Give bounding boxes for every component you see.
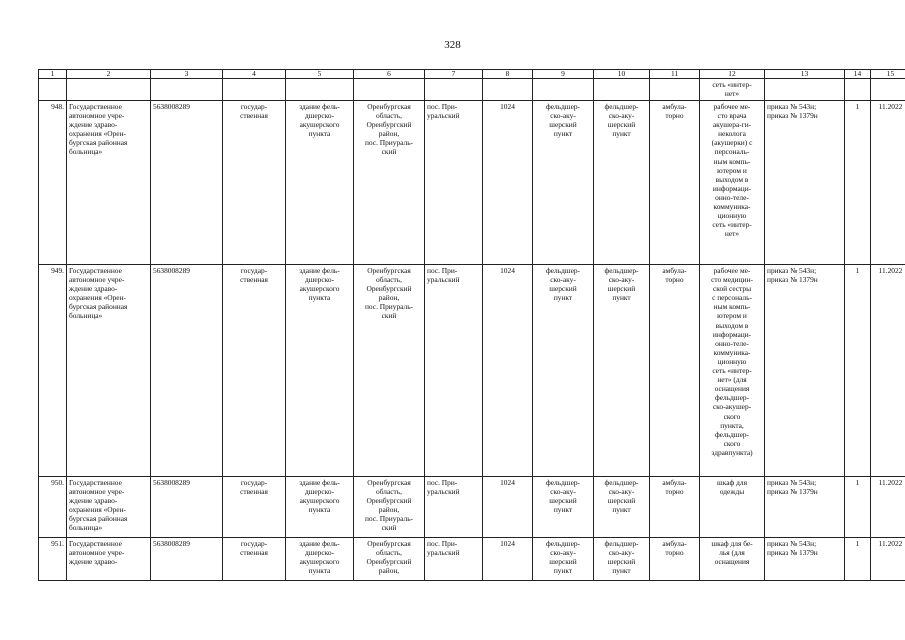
equipment-cell: рабочее ме- сто врача акушера-ги- неколога (акушерки) с персональ- ным компь- ютером и выходом в информаци- онно-теле- коммуника- ционную сеть «интер- нет» [700, 101, 765, 265]
table-row [39, 538, 905, 581]
table-row [39, 265, 905, 477]
care-type-cell: амбула- торно [650, 265, 700, 477]
table-row [39, 101, 905, 265]
quantity-cell: 1 [845, 265, 871, 477]
order-cell: приказ № 543н; приказ № 1379н [765, 538, 845, 581]
inn-cell: 5638008289 [151, 538, 223, 581]
equipment-cell: шкаф для одежды [700, 477, 765, 538]
settlement-cell: пос. При- уральский [425, 265, 483, 477]
unit-cell: фельдшер- ско-аку- шерский пункт [594, 538, 650, 581]
address-cell: Оренбургская область, Оренбургский район, пос. Приураль- ский [354, 477, 425, 538]
order-cell: приказ № 543н; приказ № 1379н [765, 265, 845, 477]
column-number: 13 [765, 70, 845, 79]
address-cell: Оренбургская область, Оренбургский район, пос. Приураль- ский [354, 265, 425, 477]
building-cell: здание фель- дшерско- акушерского пункта [286, 101, 354, 265]
building-cell: здание фель- дшерско- акушерского пункта [286, 477, 354, 538]
code-cell: 1024 [483, 101, 533, 265]
column-number: 5 [286, 70, 354, 79]
ownership-cell: государ- ственная [223, 101, 286, 265]
unit-cell: фельдшер- ско-аку- шерский пункт [533, 101, 594, 265]
building-cell: здание фель- дшерско- акушерского пункта [286, 538, 354, 581]
organization-cell: Государственное автономное учре- ждение здраво- охранения «Орен- бургская районная больница» [67, 265, 151, 477]
inn-cell: 5638008289 [151, 477, 223, 538]
unit-cell: фельдшер- ско-аку- шерский пункт [594, 477, 650, 538]
row-number-cell: 950. [39, 477, 67, 538]
quantity-cell: 1 [845, 538, 871, 581]
code-cell: 1024 [483, 538, 533, 581]
settlement-cell: пос. При- уральский [425, 101, 483, 265]
column-number: 2 [67, 70, 151, 79]
column-number: 1 [39, 70, 67, 79]
settlement-cell: пос. При- уральский [425, 477, 483, 538]
date-cell: 11.2022 [871, 101, 905, 265]
column-number: 10 [594, 70, 650, 79]
column-number-row [39, 70, 905, 79]
ownership-cell: государ- ственная [223, 538, 286, 581]
date-cell: 11.2022 [871, 265, 905, 477]
code-cell: 1024 [483, 265, 533, 477]
equipment-cell: рабочее ме- сто медицин- ской сестры с персональ- ным компь- ютером и выходом в информаци- онно-теле- коммуника- ционную сеть «интер- нет» (для оснащения фельдшер- ско-акушер- ского пункта, фельдшер- ского здравпункта) [700, 265, 765, 477]
care-type-cell: амбула- торно [650, 538, 700, 581]
table-row [39, 477, 905, 538]
equipment-cell: шкаф для бе- лья (для оснащения [700, 538, 765, 581]
settlement-cell: пос. При- уральский [425, 538, 483, 581]
column-number: 6 [354, 70, 425, 79]
column-number: 9 [533, 70, 594, 79]
row-number-cell: 948. [39, 101, 67, 265]
quantity-cell: 1 [845, 101, 871, 265]
organization-cell: Государственное автономное учре- ждение здраво- охранения «Орен- бургская районная больница» [67, 101, 151, 265]
unit-cell: фельдшер- ско-аку- шерский пункт [594, 101, 650, 265]
equipment-registry-table [38, 69, 905, 581]
column-number: 14 [845, 70, 871, 79]
order-cell: приказ № 543н; приказ № 1379н [765, 101, 845, 265]
care-type-cell: амбула- торно [650, 477, 700, 538]
date-cell: 11.2022 [871, 477, 905, 538]
column-number: 4 [223, 70, 286, 79]
row-number-cell: 951. [39, 538, 67, 581]
organization-cell: Государственное автономное учре- ждение здраво- охранения «Орен- бургская районная больница» [67, 477, 151, 538]
quantity-cell: 1 [845, 477, 871, 538]
unit-cell: фельдшер- ско-аку- шерский пункт [533, 538, 594, 581]
date-cell: 11.2022 [871, 538, 905, 581]
address-cell: Оренбургская область, Оренбургский район, [354, 538, 425, 581]
organization-cell: Государственное автономное учре- ждение здраво- [67, 538, 151, 581]
order-cell: приказ № 543н; приказ № 1379н [765, 477, 845, 538]
row-number-cell: 949. [39, 265, 67, 477]
continuation-row [39, 79, 905, 101]
inn-cell: 5638008289 [151, 101, 223, 265]
unit-cell: фельдшер- ско-аку- шерский пункт [533, 265, 594, 477]
address-cell: Оренбургская область, Оренбургский район, пос. Приураль- ский [354, 101, 425, 265]
column-number: 15 [871, 70, 905, 79]
inn-cell: 5638008289 [151, 265, 223, 477]
equipment-cell: сеть «интер- нет» [700, 79, 765, 101]
ownership-cell: государ- ственная [223, 265, 286, 477]
column-number: 11 [650, 70, 700, 79]
unit-cell: фельдшер- ско-аку- шерский пункт [594, 265, 650, 477]
column-number: 3 [151, 70, 223, 79]
column-number: 8 [483, 70, 533, 79]
care-type-cell: амбула- торно [650, 101, 700, 265]
unit-cell: фельдшер- ско-аку- шерский пункт [533, 477, 594, 538]
column-number: 12 [700, 70, 765, 79]
page-number: 328 [444, 39, 461, 51]
building-cell: здание фель- дшерско- акушерского пункта [286, 265, 354, 477]
ownership-cell: государ- ственная [223, 477, 286, 538]
column-number: 7 [425, 70, 483, 79]
code-cell: 1024 [483, 477, 533, 538]
